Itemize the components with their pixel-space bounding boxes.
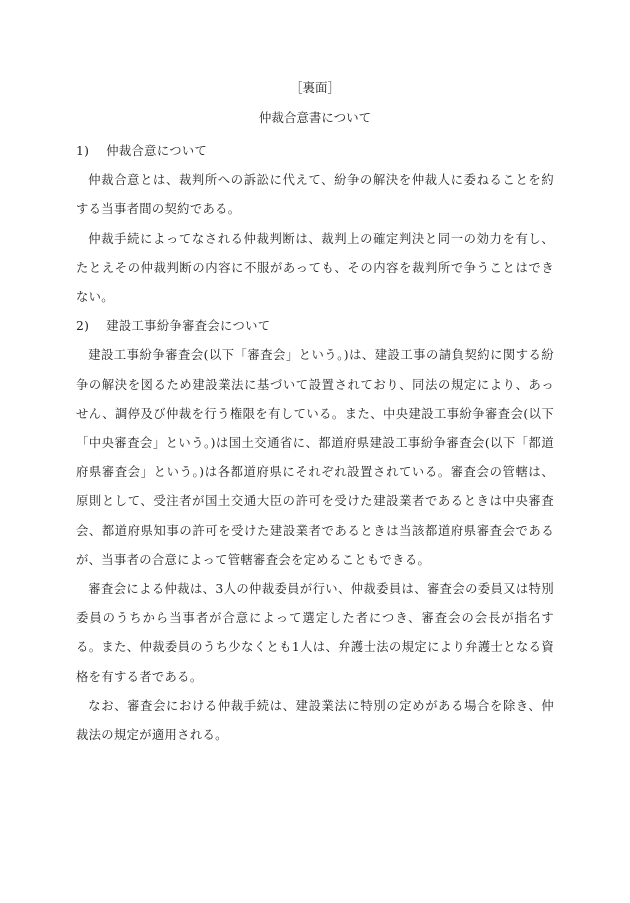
paragraph-arbitration-award: 仲裁手続によってなされる仲裁判断は、裁判上の確定判決と同一の効力を有し、たとえその仲裁判断の内容に不服があっても、その内容を裁判所で争うことはできない。 bbox=[76, 231, 554, 305]
section-heading-arbitration-agreement: 1) 仲裁合意について bbox=[76, 144, 208, 158]
paragraph-applicable-law: なお、審査会における仲裁手続は、建設業法に特別の定めがある場合を除き、仲裁法の規定が適用される。 bbox=[76, 698, 554, 743]
section-heading-dispute-board: 2) 建設工事紛争審査会について bbox=[76, 319, 271, 334]
page-side-label: ［裏面］ bbox=[289, 80, 340, 95]
document-body bbox=[76, 137, 554, 750]
paragraph-arbitrator-appointment: 審査会による仲裁は、3人の仲裁委員が行い、仲裁委員は、審査会の委員又は特別委員のうちから当事者が合意によって選定した者につき、審査会の会長が指名する。また、仲裁委員のうち少なくとも1人は、弁護士法の規定により弁護士となる資格を有する者である。 bbox=[76, 582, 554, 684]
document-title: 仲裁合意書について bbox=[258, 110, 372, 125]
paragraph-dispute-board-overview: 建設工事紛争審査会(以下「審査会」という。)は、建設工事の請負契約に関する紛争の解決を図るため建設業法に基づいて設置されており、同法の規定により、あっせん、調停及び仲裁を行う権限を有している。また、中央建設工事紛争審査会(以下「中央審査会」という。)は国土交通省に、都道府県建設工事紛争審査会(以下「都道府県審査会」という。)は各都道府県にそれぞれ設置されている。審査会の管轄は、原則として、受注者が国土交通大臣の許可を受けた建設業者であるときは中央審査会、都道府県知事の許可を受けた建設業者であるときは当該都道府県審査会であるが、当事者の合意によって管轄審査会を定めることもできる。 bbox=[76, 348, 554, 567]
paragraph-arbitration-definition: 仲裁合意とは、裁判所への訴訟に代えて、紛争の解決を仲裁人に委ねることを約する当事者間の契約である。 bbox=[76, 173, 554, 217]
